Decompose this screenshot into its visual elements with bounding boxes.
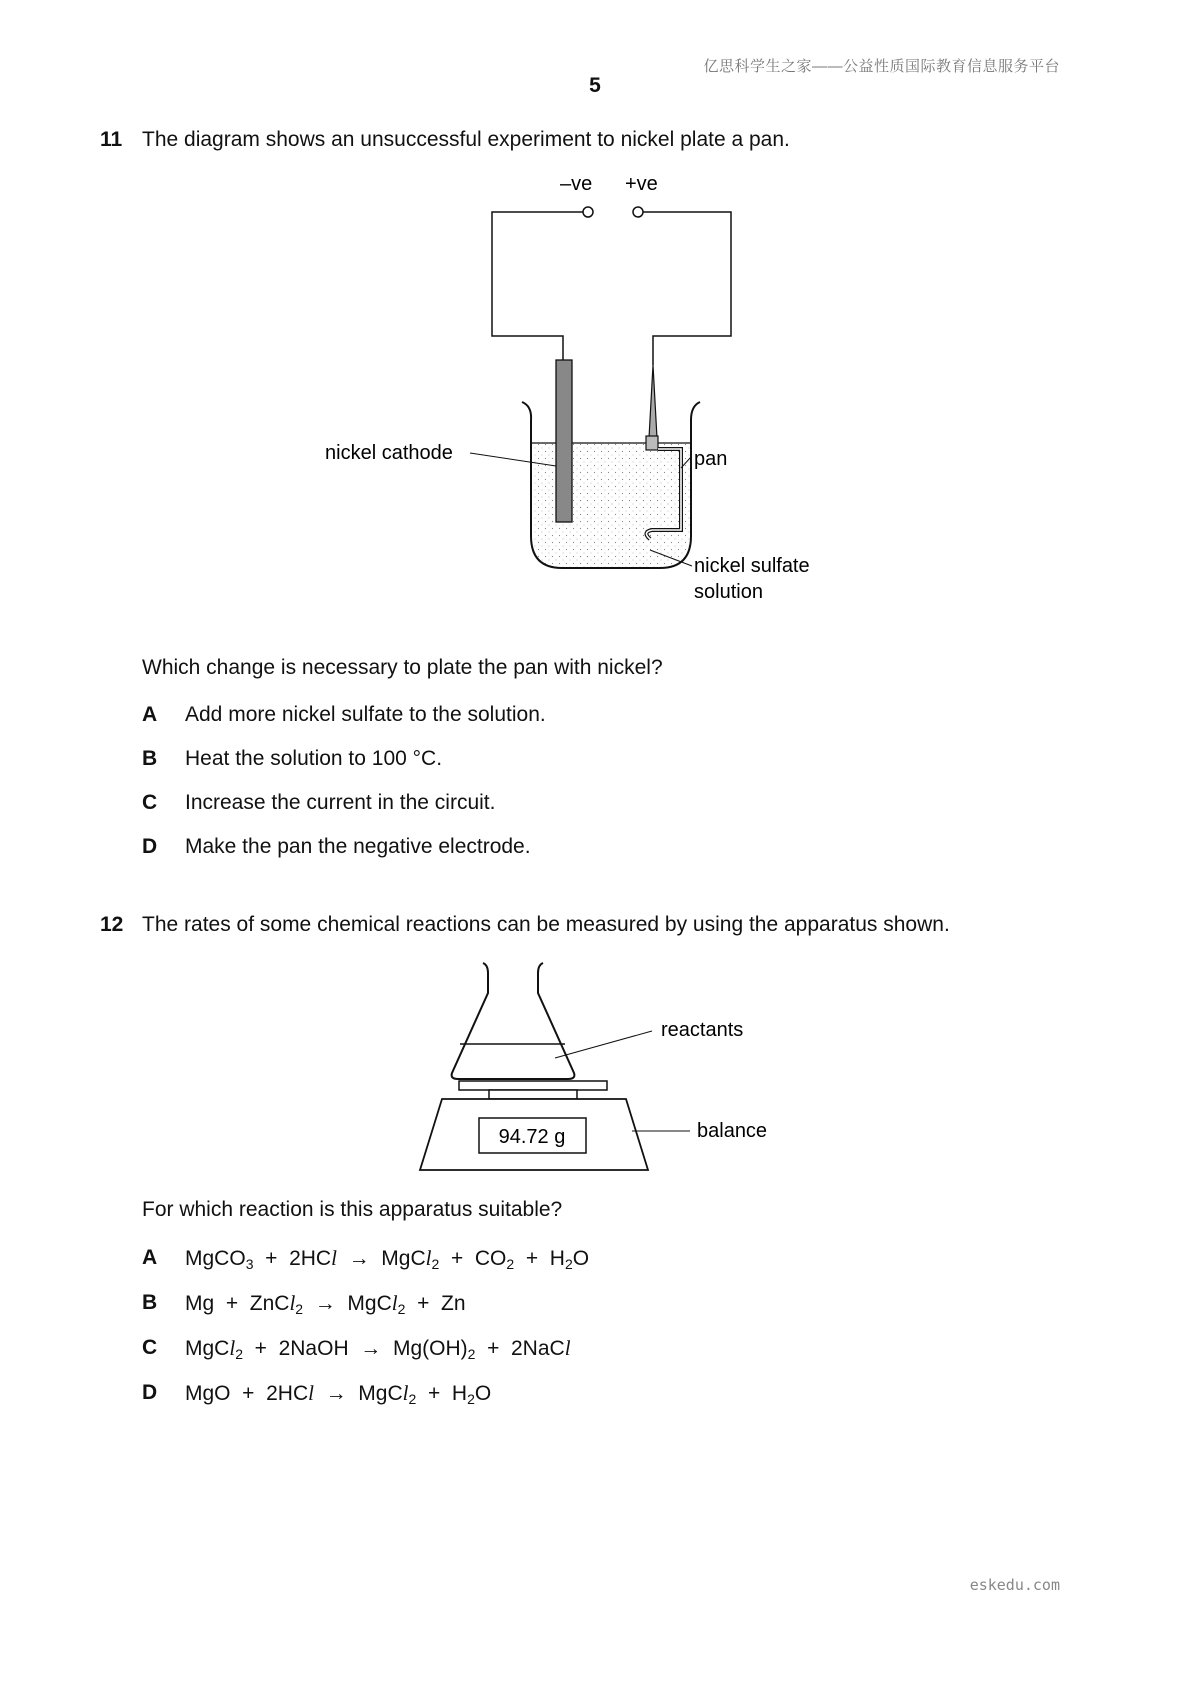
balance-plate: [459, 1081, 607, 1090]
q12-option-b-letter[interactable]: B: [142, 1291, 158, 1314]
q12-option-c-equation: MgCl$_2$ + 2NaOH → $Mg(OH)_2$ + 2NaCl: [185, 1336, 571, 1362]
q12-option-a-letter[interactable]: A: [142, 1246, 158, 1269]
negative-terminal: [583, 207, 593, 217]
negative-wire: [492, 212, 583, 360]
q12-option-b-equation: Mg + ZnCl$_2$ → MgCl$_2$ + Zn: [185, 1291, 466, 1317]
q11-option-b-letter[interactable]: B: [142, 747, 158, 770]
header-site-title: 亿思科学生之家——公益性质国际教育信息服务平台: [703, 58, 1060, 75]
negative-terminal-label: –ve: [560, 173, 593, 195]
footer-site[interactable]: eskedu.com: [969, 1576, 1060, 1594]
balance-reading: 94.72 g: [498, 1126, 566, 1148]
positive-terminal: [633, 207, 643, 217]
q11-option-d-letter[interactable]: D: [142, 835, 158, 858]
solution-label-line2: solution: [694, 581, 763, 603]
q12-option-a-equation: MgCO$_3$ + 2HCl → MgCl$_2$ + $CO_2 + H_2O$: [185, 1246, 590, 1272]
question-11-prompt: Which change is necessary to plate the pan with nickel?: [142, 656, 663, 679]
q11-option-b-text: Heat the solution to 100 °C.: [185, 747, 443, 770]
conical-flask: [452, 963, 575, 1079]
nickel-sulfate-solution: [531, 443, 691, 568]
question-12-number: 12: [100, 913, 124, 936]
balance-diagram: [400, 955, 800, 1175]
q11-option-c-text: Increase the current in the circuit.: [185, 791, 496, 814]
pan-handle: [649, 365, 657, 438]
nickel-cathode-label: nickel cathode: [325, 442, 453, 464]
q12-option-c-letter[interactable]: C: [142, 1336, 158, 1359]
positive-wire: [643, 212, 731, 365]
question-12-prompt: For which reaction is this apparatus suitable?: [142, 1198, 563, 1221]
positive-terminal-label: +ve: [625, 173, 658, 195]
pan-label: pan: [694, 448, 728, 470]
q12-option-d-equation: MgO + 2HCl → MgCl$_2$ + $H_2O$: [185, 1381, 492, 1407]
q11-option-a-letter[interactable]: A: [142, 703, 158, 726]
question-12-text: The rates of some chemical reactions can be measured by using the apparatus shown.: [142, 913, 950, 936]
solution-label-line1: nickel sulfate: [694, 555, 810, 577]
question-11-text: The diagram shows an unsuccessful experiment to nickel plate a pan.: [142, 128, 790, 151]
reactants-label: reactants: [661, 1019, 744, 1041]
q11-option-d-text: Make the pan the negative electrode.: [185, 835, 531, 858]
nickel-cathode: [556, 360, 572, 522]
question-11-number: 11: [100, 128, 123, 151]
page-number: 5: [589, 74, 601, 97]
q12-option-d-letter[interactable]: D: [142, 1381, 158, 1404]
q11-option-a-text: Add more nickel sulfate to the solution.: [185, 703, 546, 726]
electroplating-diagram: [320, 170, 880, 630]
q11-option-c-letter[interactable]: C: [142, 791, 158, 814]
balance-label: balance: [697, 1120, 768, 1142]
